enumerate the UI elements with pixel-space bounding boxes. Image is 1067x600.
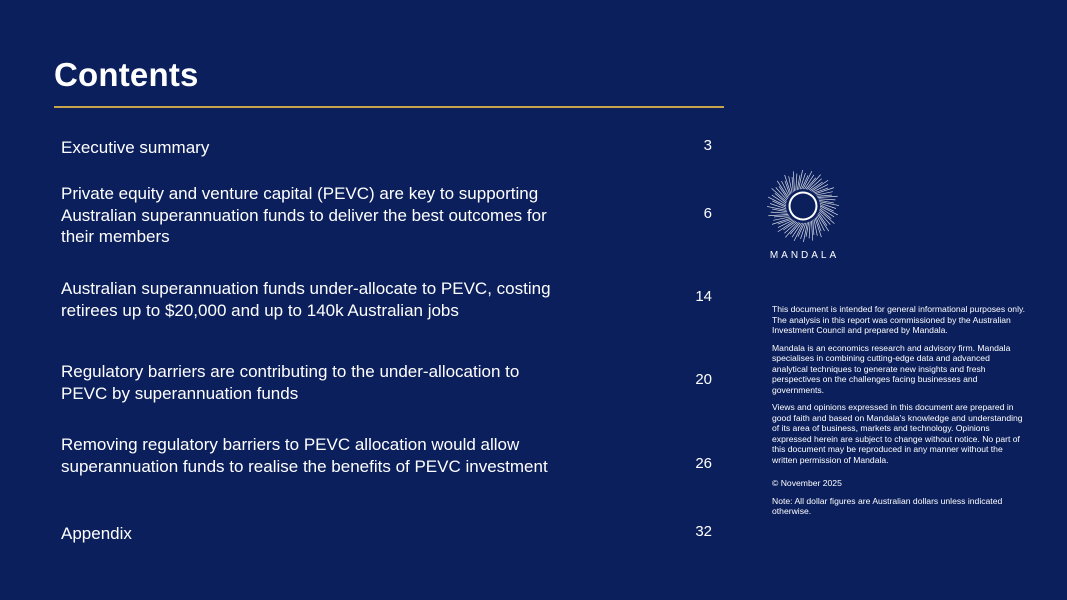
toc-entry-regulatory-barriers[interactable]: Regulatory barriers are contributing to the under-allocation to PEVC by superannuation funds: [61, 362, 520, 403]
sunburst-ray: [819, 200, 834, 203]
toc-page-number[interactable]: 14: [695, 288, 712, 305]
toc-page-number[interactable]: 20: [695, 371, 712, 388]
disclaimer-panel: [772, 304, 1027, 524]
sunburst-ray: [774, 216, 789, 217]
logo-wordmark: MANDALA: [769, 250, 840, 261]
sunburst-ray: [793, 171, 794, 191]
sunburst-ray: [796, 174, 797, 191]
toc-page-number[interactable]: 32: [695, 523, 712, 540]
toc-entry-removing-barriers[interactable]: Removing regulatory barriers to PEVC allocation would allow superannuation funds to realise the benefits of PEVC investment: [61, 435, 548, 476]
sunburst-ray: [818, 196, 838, 197]
page-title: Contents: [54, 56, 199, 93]
disclaimer-views: Views and opinions expressed in this document are prepared in good faith and based on Mandala's knowledge and understanding of its area of business, markets and technology. Opinions expressed herein are subject to change without notice. No part of this document may be reproduced in any manner without the written permission of Mandala.: [772, 402, 1023, 465]
toc-entry-appendix[interactable]: Appendix: [61, 524, 132, 543]
disclaimer-purpose: This document is intended for general informational purposes only. The analysis in this report was commissioned by the Australian Investment Council and prepared by Mandala.: [772, 304, 1026, 335]
toc-page-number[interactable]: 6: [703, 205, 712, 222]
toc-page-number[interactable]: 3: [703, 137, 712, 154]
sunburst-ray: [812, 221, 813, 241]
sunburst-ray: [816, 192, 833, 195]
sunburst-ray: [813, 220, 814, 235]
copyright-notice: © November 2025: [772, 478, 842, 488]
toc-entry-pevc-key[interactable]: Private equity and venture capital (PEVC) are key to supporting Australian superannuation funds to deliver the best outcomes for their members: [61, 184, 547, 246]
sunburst-ray: [809, 221, 810, 238]
toc-entry-under-allocation[interactable]: Australian superannuation funds under-allocate to PEVC, costing retirees up to $20,000 and up to 140k Australian jobs: [61, 279, 551, 320]
title-divider: [54, 106, 724, 108]
mandala-logo: [763, 168, 843, 261]
sunburst-ray: [771, 212, 788, 213]
sunburst-ray: [806, 222, 809, 237]
sunburst-ray: [768, 215, 788, 216]
sunburst-ray: [789, 176, 792, 193]
sunburst-ray: [797, 175, 800, 190]
currency-note: Note: All dollar figures are Australian dollars unless indicated otherwise.: [772, 495, 1003, 516]
toc-page-number[interactable]: 26: [695, 455, 712, 472]
sunburst-ray: [772, 209, 787, 212]
sunburst-ray: [773, 217, 790, 220]
sunburst-ray: [817, 195, 832, 196]
disclaimer-about-mandala: Mandala is an economics research and advisory firm. Mandala specialises in combining cutting-edge data and advanced analytical techniques to generate new insights and fresh perspectives on the challenges facing businesses and governments.: [772, 342, 1011, 395]
sunburst-ray: [814, 219, 817, 236]
mandala-sunburst-icon: [765, 168, 841, 244]
sunburst-ray: [818, 199, 835, 200]
sunburst-ray: [792, 177, 793, 192]
toc-entry-executive-summary[interactable]: Executive summary: [61, 138, 210, 157]
